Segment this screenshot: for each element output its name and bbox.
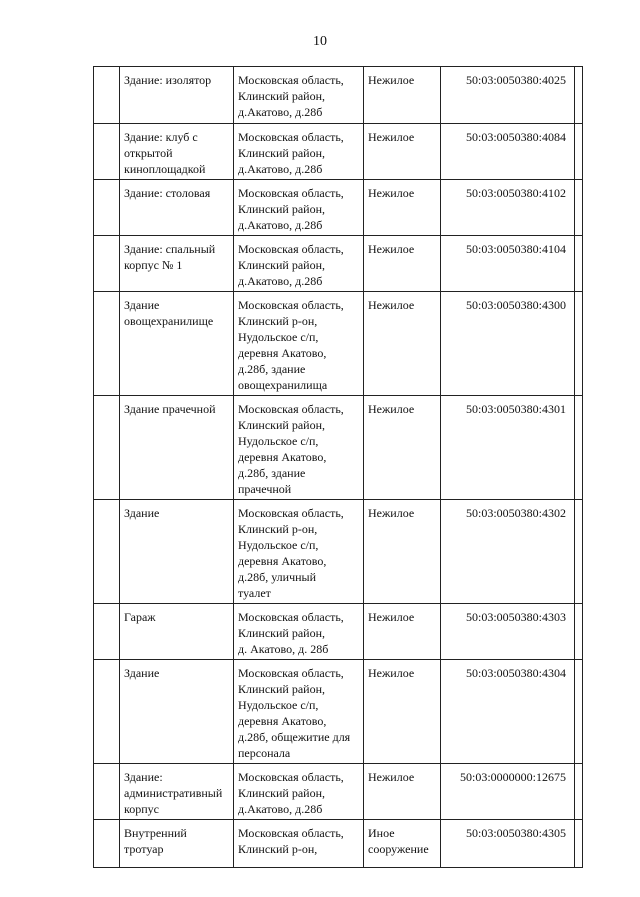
cadastral-number-cell-text: 50:03:0050380:4301 [465,402,566,416]
address-cell [234,180,364,236]
address-cell-text: Московская область, Клинский район, д.Акатово, д.28б [238,73,344,119]
object-name-cell [120,180,234,236]
number-cell [94,500,120,604]
address-cell [234,764,364,820]
note-cell [575,660,583,764]
purpose-cell-text: Нежилое [368,130,415,144]
object-name-cell [120,124,234,180]
table-row [94,764,583,820]
number-cell [94,180,120,236]
purpose-cell [364,500,441,604]
table-row [94,124,583,180]
cadastral-number-cell-text: 50:03:0050380:4102 [465,186,566,200]
note-cell [575,500,583,604]
note-cell [575,820,583,868]
cadastral-number-cell [441,292,575,396]
purpose-cell-text: Иное сооружение [368,826,429,856]
cadastral-number-cell [441,660,575,764]
note-cell [575,124,583,180]
number-cell [94,396,120,500]
note-cell [575,236,583,292]
object-name-cell-text: Здание: изолятор [124,73,212,87]
object-name-cell-text: Внутренний тротуар [124,826,187,856]
object-name-cell [120,236,234,292]
table-row [94,604,583,660]
object-name-cell-text: Здание: административный корпус [124,770,223,816]
table-row [94,292,583,396]
cadastral-number-cell-text: 50:03:0050380:4303 [465,610,566,624]
object-name-cell [120,660,234,764]
note-cell [575,180,583,236]
purpose-cell-text: Нежилое [368,770,415,784]
cadastral-number-cell [441,236,575,292]
address-cell-text: Московская область, Клинский район, д.Акатово, д.28б [238,242,344,288]
object-name-cell-text: Здание прачечной [124,402,216,416]
number-cell [94,604,120,660]
table-row [94,820,583,868]
address-cell-text: Московская область, Клинский район, Нудольское с/п, деревня Акатово, д.28б, здание прачечной [238,402,344,496]
table-row [94,396,583,500]
number-cell [94,764,120,820]
address-cell [234,67,364,124]
address-cell [234,500,364,604]
number-cell [94,660,120,764]
purpose-cell-text: Нежилое [368,186,415,200]
object-name-cell [120,292,234,396]
object-name-cell-text: Здание овощехранилище [124,298,214,328]
object-name-cell-text: Здание [124,506,160,520]
object-name-cell [120,604,234,660]
address-cell-text: Московская область, Клинский район, Нудольское с/п, деревня Акатово, д.28б, общежитие для персонала [238,666,351,760]
object-name-cell-text: Здание: клуб с открытой киноплощадкой [124,130,206,176]
purpose-cell-text: Нежилое [368,73,415,87]
cadastral-number-cell-text: 50:03:0050380:4300 [465,298,566,312]
note-cell [575,396,583,500]
address-cell [234,236,364,292]
cadastral-number-cell-text: 50:03:0050380:4084 [465,130,566,144]
property-table [93,66,583,868]
number-cell [94,67,120,124]
number-cell [94,236,120,292]
cadastral-number-cell [441,124,575,180]
cadastral-number-cell [441,604,575,660]
cadastral-number-cell-text: 50:03:0000000:12675 [459,770,566,784]
address-cell-text: Московская область, Клинский р-он, [238,826,344,856]
purpose-cell-text: Нежилое [368,402,415,416]
table-row [94,500,583,604]
purpose-cell [364,236,441,292]
purpose-cell-text: Нежилое [368,242,415,256]
purpose-cell [364,604,441,660]
purpose-cell [364,180,441,236]
note-cell [575,67,583,124]
object-name-cell-text: Здание [124,666,160,680]
note-cell [575,292,583,396]
cadastral-number-cell-text: 50:03:0050380:4302 [465,506,566,520]
property-table-body [94,67,583,868]
cadastral-number-cell-text: 50:03:0050380:4104 [465,242,566,256]
table-row [94,660,583,764]
number-cell [94,124,120,180]
object-name-cell [120,500,234,604]
address-cell-text: Московская область, Клинский р-он, Нудольское с/п, деревня Акатово, д.28б, здание овощехранилища [238,298,344,392]
purpose-cell [364,292,441,396]
purpose-cell-text: Нежилое [368,506,415,520]
cadastral-number-cell-text: 50:03:0050380:4025 [465,73,566,87]
object-name-cell [120,67,234,124]
number-cell [94,292,120,396]
address-cell [234,396,364,500]
cadastral-number-cell [441,764,575,820]
table-row [94,236,583,292]
cadastral-number-cell [441,500,575,604]
cadastral-number-cell-text: 50:03:0050380:4305 [465,826,566,840]
purpose-cell [364,764,441,820]
cadastral-number-cell [441,820,575,868]
purpose-cell [364,396,441,500]
note-cell [575,604,583,660]
table-row [94,180,583,236]
object-name-cell [120,820,234,868]
object-name-cell [120,396,234,500]
purpose-cell-text: Нежилое [368,610,415,624]
address-cell-text: Московская область, Клинский р-он, Нудольское с/п, деревня Акатово, д.28б, уличный туалет [238,506,344,600]
page-number: 10 [313,34,327,49]
address-cell [234,292,364,396]
purpose-cell [364,124,441,180]
purpose-cell-text: Нежилое [368,298,415,312]
address-cell [234,660,364,764]
address-cell [234,820,364,868]
cadastral-number-cell [441,396,575,500]
object-name-cell-text: Здание: столовая [124,186,211,200]
cadastral-number-cell [441,67,575,124]
object-name-cell [120,764,234,820]
address-cell-text: Московская область, Клинский район, д.Акатово, д.28б [238,770,344,816]
note-cell [575,764,583,820]
purpose-cell [364,820,441,868]
address-cell-text: Московская область, Клинский район, д.Акатово, д.28б [238,186,344,232]
address-cell [234,124,364,180]
address-cell-text: Московская область, Клинский район, д.Акатово, д.28б [238,130,344,176]
address-cell-text: Московская область, Клинский район, д. Акатово, д. 28б [238,610,344,656]
cadastral-number-cell [441,180,575,236]
purpose-cell [364,67,441,124]
table-row [94,67,583,124]
purpose-cell [364,660,441,764]
object-name-cell-text: Здание: спальный корпус № 1 [124,242,216,272]
cadastral-number-cell-text: 50:03:0050380:4304 [465,666,566,680]
purpose-cell-text: Нежилое [368,666,415,680]
number-cell [94,820,120,868]
object-name-cell-text: Гараж [124,610,156,624]
address-cell [234,604,364,660]
